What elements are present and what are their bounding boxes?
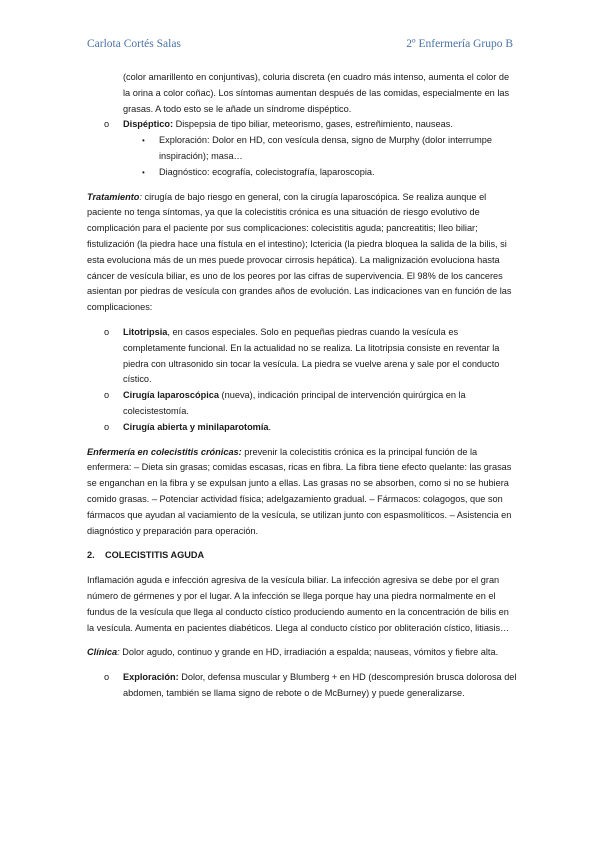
sub-item-text: Exploración: Dolor en HD, con vesícula densa, signo de Murphy (dolor interrumpe inspiración); masa… [159, 135, 492, 161]
tratamiento-colon: : [139, 191, 142, 202]
indicacion-label: Cirugía abierta y minilaparotomía [123, 421, 269, 432]
bullet-marker: • [142, 167, 145, 177]
list-item-exploracion [87, 670, 517, 702]
list-marker: o [104, 421, 110, 432]
indicacion-label: Cirugía laparoscópica [123, 390, 219, 401]
list-marker: o [104, 119, 110, 130]
sub-item-diagnostico [87, 165, 517, 181]
clinica-label: Clínica [87, 647, 118, 658]
header-course: 2º Enfermería Grupo B [406, 38, 513, 50]
continued-paragraph: (color amarillento en conjuntivas), coluria discreta (en cuadro más intenso, aumenta el color de la orina a color coñac). Los síntomas aumentan después de las comidas, especialmente en las grasas. A todo esto se le añade un síndrome dispéptico. [123, 72, 510, 114]
list-item-cirugia-abierta [87, 420, 517, 436]
tratamiento-text: cirugía de bajo riesgo en general, con la cirugía laparoscópica. Se realiza aunque el paciente no tenga síntomas, ya que la colecistitis crónica es una situación de riesgo evolutivo de complicación para el paciente por sus complicaciones: colecistitis aguda; pancreatitis; Ileo biliar; fistulización (la piedra hace una fístula en el intestino); Ictericia (la piedra bloquea la salida de la bilis, si esta evoluciona más de un mes puede provocar cirrosis hepática). La malignización evoluciona hasta cáncer de vesícula biliar, es uno de los peores por las cifras de supervivencia. El 98% de los canceres asientan por piedras de vesícula con grandes años de evolución. Las indicaciones van en función de las complicaciones: [87, 191, 512, 313]
clinica-colon: : [117, 647, 120, 658]
enfermeria-paragraph [87, 445, 517, 540]
aguda-paragraph: Inflamación aguda e infección agresiva de la vesícula biliar. La infección agresiva se debe por el gran número de gérmenes y por el lugar. A la infección se llega porque hay una piedra normalmente en el fundus de la vesícula que llega al conducto cístico produciendo aumento en la concentración de bilis en la vesícula. Aumenta en pacientes diabéticos. Llega al conducto cístico por obliteración cístico, litiasis… [87, 575, 510, 633]
exploracion-text: Dolor, defensa muscular y Blumberg + en HD (descompresión brusca dolorosa del abdomen, también se llama signo de rebote o de McBurney) y puede generalizarse. [123, 672, 517, 698]
indicacion-label: Litotripsia [123, 326, 168, 337]
list-item-cirugia-laparoscopica [87, 388, 517, 420]
document-body [87, 70, 517, 702]
dispeptico-label: Dispéptico: [123, 119, 174, 130]
tratamiento-label: Tratamiento [87, 191, 140, 202]
list-marker: o [104, 390, 110, 401]
indicacion-text: (nueva), indicación principal de intervención quirúrgica en la colecistestomía. [123, 390, 466, 416]
list-item-litotripsia [87, 325, 517, 388]
enfermeria-text: prevenir la colecistitis crónica es la principal función de la enfermera: – Dieta sin grasas; comidas escasas, ricas en fibra. La fibra tiene efecto quelante: las grasas se enganchan en la fibra y se expulsan junto a ellas. Las grasas no se absorben, como si no se hubiera comido grasas. – Potenciar actividad física; adelgazamiento gradual. – Fármacos: colagogos, que son fármacos que ayudan al vaciamiento de la vesícula, se utilizan junto con espasmolíticos. – Asistencia en diagnóstico y preparación para operación. [87, 446, 512, 536]
indicacion-text: . [268, 421, 272, 432]
header-author: Carlota Cortés Salas [87, 38, 181, 50]
section-heading [87, 548, 517, 564]
list-item-dispeptico [87, 117, 517, 133]
enfermeria-label: Enfermería en colecistitis crónicas: [87, 446, 242, 457]
section-title: COLECISTITIS AGUDA [105, 550, 205, 561]
exploracion-label: Exploración: [123, 672, 179, 683]
sub-item-text: Diagnóstico: ecografía, colecistografía, laparoscopia. [159, 166, 375, 177]
indicacion-text: , en casos especiales. Solo en pequeñas piedras cuando la vesícula es completamente funcional. En la actualidad no se realiza. La litotripsia consiste en reventar la piedra con ultrasonido sin tocar la vesícula. La piedra se vuelve arena y sale por el conducto cístico. [123, 326, 500, 385]
sub-item-exploracion [87, 133, 517, 165]
dispeptico-text: Dispepsia de tipo biliar, meteorismo, gases, estreñimiento, nauseas. [173, 119, 453, 130]
clinica-paragraph [87, 645, 517, 661]
bullet-marker: • [142, 136, 145, 146]
list-marker: o [104, 672, 110, 683]
tratamiento-paragraph [87, 190, 517, 316]
clinica-text: Dolor agudo, continuo y grande en HD, irradiación a espalda; nauseas, vómitos y fiebre alta. [119, 647, 499, 658]
list-marker: o [104, 326, 110, 337]
section-number: 2. [87, 550, 95, 561]
